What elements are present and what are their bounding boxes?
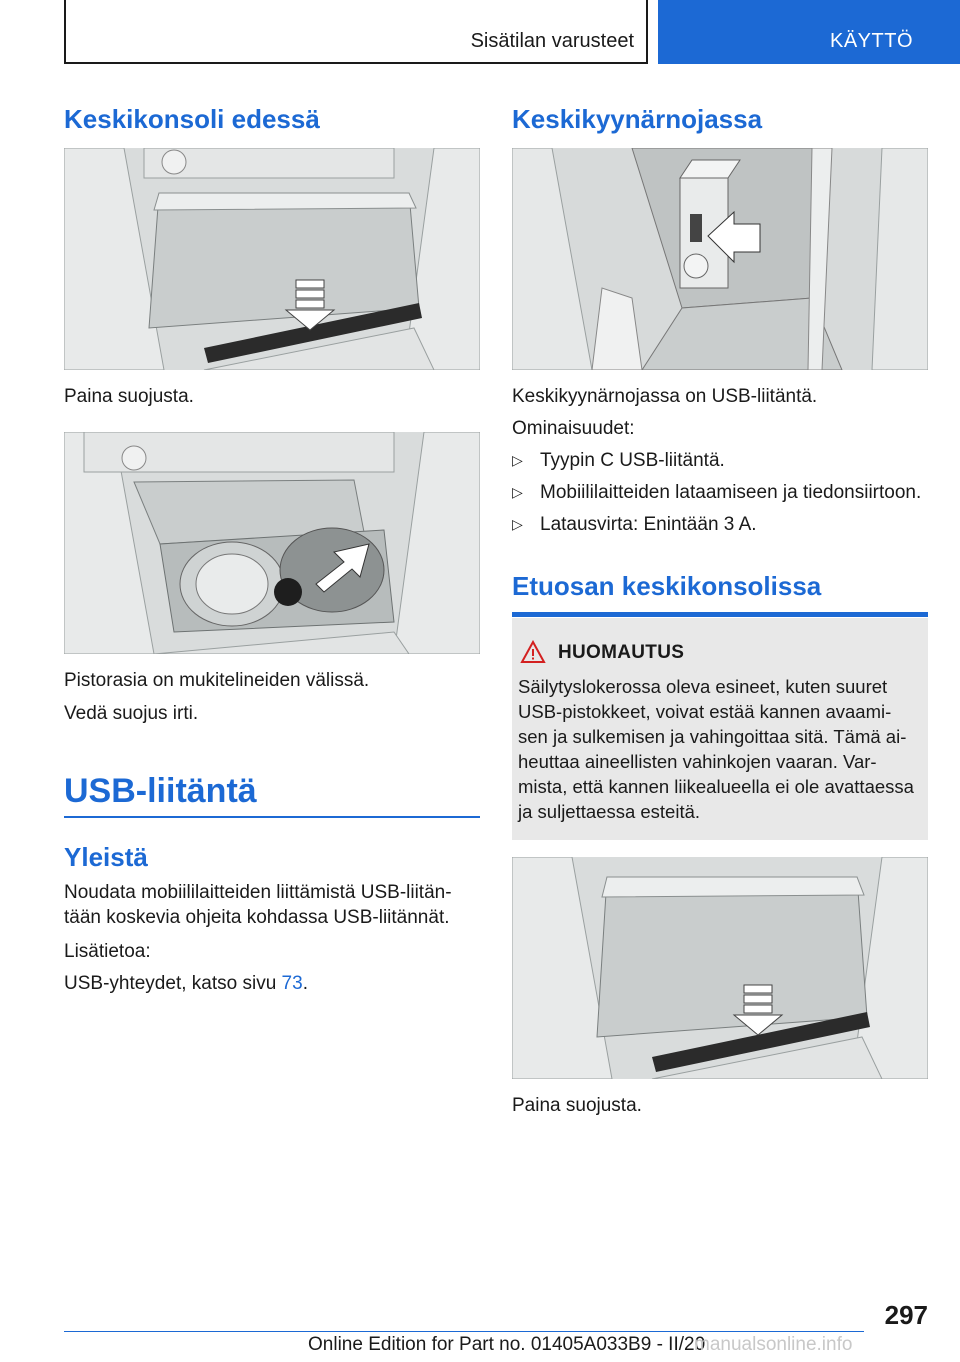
- notice-line: mista, että kannen liikealueella ei ole avattaessa: [518, 776, 914, 797]
- general-line-2: tään koskevia ohjeita kohdassa USB-liitännät.: [64, 907, 450, 928]
- triangle-bullet-icon: ▷: [512, 484, 523, 500]
- caption-pull-cover: Vedä suojus irti.: [64, 703, 199, 724]
- header-chapter-title: KÄYTTÖ: [830, 30, 914, 52]
- heading-front-console: Keskikonsoli edessä: [64, 104, 320, 134]
- triangle-bullet-icon: ▷: [512, 516, 523, 532]
- notice-line: heuttaa aineellisten vahinkojen vaaran. Var-: [518, 751, 877, 772]
- reference-end: .: [302, 973, 308, 994]
- divider-notice: [512, 612, 928, 617]
- notice-line: USB-pistokkeet, voivat estää kannen avaami-: [518, 701, 892, 722]
- heading-usb: USB-liitäntä: [64, 772, 257, 810]
- properties-label: Ominaisuudet:: [512, 418, 635, 439]
- caption-press-cover: Paina suojusta.: [64, 386, 194, 407]
- reference-text: USB-yhteydet, katso sivu: [64, 973, 282, 994]
- caption-socket: Pistorasia on mukitelineiden välissä.: [64, 670, 370, 691]
- notice-line: sen ja sulkemisen ja vahingoittaa sitä. Tämä ai-: [518, 726, 907, 747]
- heading-general: Yleistä: [64, 842, 148, 872]
- page-number: 297: [884, 1300, 928, 1330]
- caption-armrest-usb: Keskikyynärnojassa on USB-liitäntä.: [512, 386, 818, 407]
- notice-line: Säilytyslokerossa oleva esineet, kuten suuret: [518, 676, 888, 697]
- general-line-1: Noudata mobiililaitteiden liittämistä USB-liitän-: [64, 882, 452, 903]
- warning-icon: [520, 640, 546, 669]
- notice-title: HUOMAUTUS: [558, 642, 685, 663]
- footer-edition: Online Edition for Part no. 01405A033B9 - II/20: [308, 1334, 706, 1355]
- footer-divider: [64, 1331, 864, 1332]
- bullet-item-1: ▷ Tyypin C USB-liitäntä.: [512, 450, 725, 471]
- heading-armrest: Keskikyynärnojassa: [512, 104, 763, 134]
- image-front-console-cover: [512, 857, 928, 1079]
- image-armrest-usb: [512, 148, 928, 370]
- image-console-cover: [64, 148, 480, 370]
- more-info-label: Lisätietoa:: [64, 941, 151, 962]
- bullet-item-2: ▷ Mobiililaitteiden lataamiseen ja tiedonsiirtoon.: [512, 482, 922, 503]
- notice-line: ja suljettaessa esteitä.: [518, 801, 701, 822]
- image-cup-holders-socket: [64, 432, 480, 654]
- bullet-item-3: ▷ Latausvirta: Enintään 3 A.: [512, 514, 757, 535]
- reference-page-link[interactable]: 73: [281, 973, 303, 994]
- header-section-box: [64, 0, 648, 64]
- notice-box: [512, 618, 928, 840]
- caption-press-cover-2: Paina suojusta.: [512, 1095, 642, 1116]
- heading-front-center-console: Etuosan keskikonsolissa: [512, 571, 822, 601]
- header-section-title: Sisätilan varusteet: [470, 30, 634, 52]
- triangle-bullet-icon: ▷: [512, 452, 523, 468]
- reference-line: [64, 971, 308, 996]
- header-chapter-tab: [658, 0, 960, 64]
- watermark: manualsonline.info: [694, 1334, 853, 1355]
- divider-usb: [64, 816, 480, 818]
- notice-body: [518, 674, 914, 824]
